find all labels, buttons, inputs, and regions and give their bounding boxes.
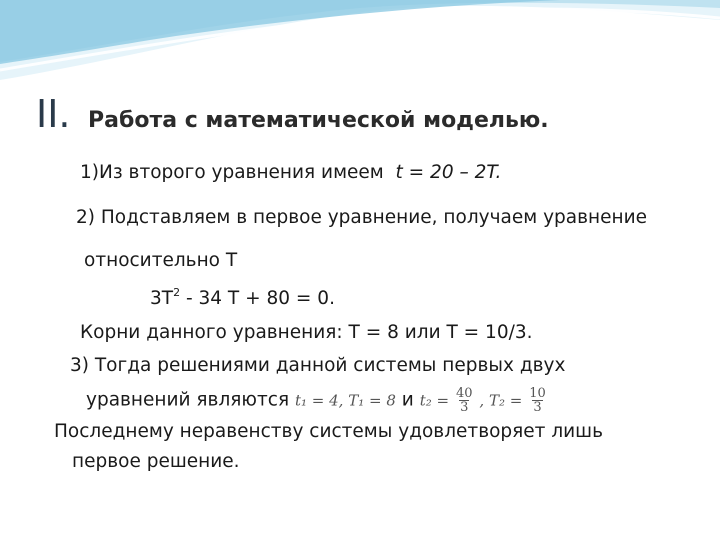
header-wave-decoration xyxy=(0,0,720,90)
step-2-cont: относительно Т xyxy=(84,250,238,271)
exponent: 2 xyxy=(173,286,181,299)
conjunction: и xyxy=(401,389,414,411)
conclusion-cont: первое решение. xyxy=(72,451,240,472)
solution-2-t: t₂ = xyxy=(419,391,450,410)
roots-line: Корни данного уравнения: Т = 8 или Т = 10/3. xyxy=(80,322,533,343)
fraction-40-3: $\frac{40}{3}$ xyxy=(455,386,473,415)
step-3-cont: уравнений являются t₁ = 4, T₁ = 8 и t₂ = $\frac{40}{3}$ , T₂ = $\frac{10}{3}$ xyxy=(86,386,546,415)
quadratic-equation: $3T^2 - 34$ T + 80 = 0. xyxy=(150,286,335,309)
fraction-10-3: $\frac{10}{3}$ xyxy=(529,386,546,415)
solution-1: t₁ = 4, T₁ = 8 xyxy=(294,391,396,410)
step-1 xyxy=(80,162,501,183)
conclusion-line: Последнему неравенству системы удовлетворяет лишь xyxy=(54,421,604,442)
step-1-text: 1)Из второго уравнения имеем xyxy=(80,162,384,183)
step-1-formula: t = 20 – 2T. xyxy=(395,162,502,183)
section-number: II. xyxy=(36,92,71,136)
section-title: Работа с математической моделью. xyxy=(88,108,549,133)
solution-2-T: , T₂ = xyxy=(479,391,523,410)
step-3: 3) Тогда решениями данной системы первых двух xyxy=(70,355,566,376)
step-2: 2) Подставляем в первое уравнение, получаем уравнение xyxy=(76,207,647,228)
